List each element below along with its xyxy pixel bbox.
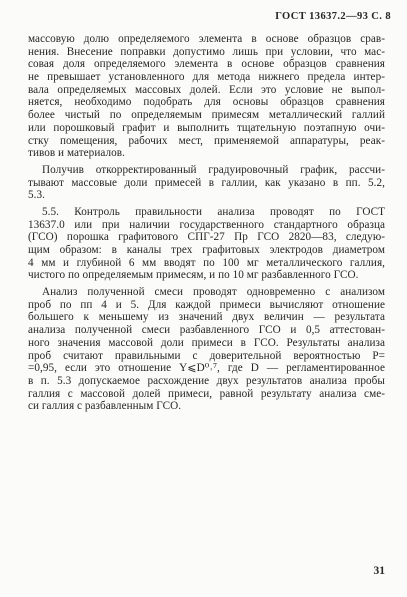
text-line: массовую долю определяемого элемента в основе образцов срав- xyxy=(28,33,385,45)
text-line: в п. 5.3 допускаемое расхождение двух результатов анализа пробы xyxy=(28,374,385,387)
text-line: Анализ полученной смеси проводят одновременно с анализом xyxy=(42,286,385,299)
text-line: стку помещения, рабочих мест, применяемой аппаратуры, реак- xyxy=(28,134,385,147)
text-line: 4 мм и глубиной 6 мм вводят по 100 мг металлического галлия, xyxy=(28,256,385,269)
text-line: Получив откорректированный градуировочный график, рассчи- xyxy=(42,163,385,176)
page-number: 31 xyxy=(373,565,385,577)
text-line: не превышает установленного для метода нижнего предела интер- xyxy=(28,71,385,84)
text-line: совая доля определяемого элемента в основе образцов сравнения xyxy=(28,58,385,71)
text-line: большего к меньшему из значений двух величин — результата xyxy=(28,311,385,324)
text-line: си галлия с разбавленным ГСО. xyxy=(28,400,182,413)
text-line: проб по пп 4 и 5. Для каждой примеси вычисляют отношение xyxy=(28,298,385,311)
text-line: щим образом: в каналы трех графитовых электродов диаметром xyxy=(28,244,385,256)
text-line: тывают массовые доли примесей в галлии, как указано в пп. 5.2, xyxy=(28,176,385,189)
text-line: ного значения массовой доли примеси в ГСО. Результаты анализа xyxy=(28,336,385,349)
text-line: 13637.0 или при наличии государственного стандартного образца xyxy=(28,218,385,231)
text-line: или порошковый графит и выполнить тщательную поэтапную очи- xyxy=(28,121,385,134)
paragraph-3 xyxy=(28,206,385,282)
paragraph-2 xyxy=(28,164,385,202)
text-line: галлия с массовой долей примеси, равной результату анализа сме- xyxy=(28,387,385,400)
text-line: проб считают правильными с доверительной вероятностью Р= xyxy=(28,349,385,362)
text-line: няется, необходимо подобрать для основы образцов сравнения xyxy=(28,96,385,109)
paragraph-1 xyxy=(28,33,385,160)
text-line: более чистый по определяемым примесям металлический галлий xyxy=(28,109,385,122)
text-line: (ГСО) порошка графитового СПГ-27 Пр ГСО 2820—83, следую- xyxy=(28,231,385,244)
text-line: =0,95, если это отношение Y⩽D⁰˒⁷, где D — регламентированное xyxy=(28,362,385,375)
text-line: чистого по определяемым примесям, и по 10 мг разбавленного ГСО. xyxy=(28,269,359,282)
text-line: вала определяемых массовых долей. Если это условие не выпол- xyxy=(28,83,385,96)
text-line: 5.3. xyxy=(28,189,45,202)
text-line: тивов и материалов. xyxy=(28,147,125,160)
page-header: ГОСТ 13637.2—93 С. 8 xyxy=(275,11,391,22)
body-text xyxy=(28,33,385,413)
text-line: 5.5. Контроль правильности анализа проводят по ГОСТ xyxy=(42,205,385,218)
text-line: анализа полученной смеси разбавленного ГСО и 0,5 аттестован- xyxy=(28,324,385,337)
text-line: нения. Внесение поправки допустимо лишь при условии, что мас- xyxy=(28,45,385,58)
paragraph-4 xyxy=(28,286,385,413)
